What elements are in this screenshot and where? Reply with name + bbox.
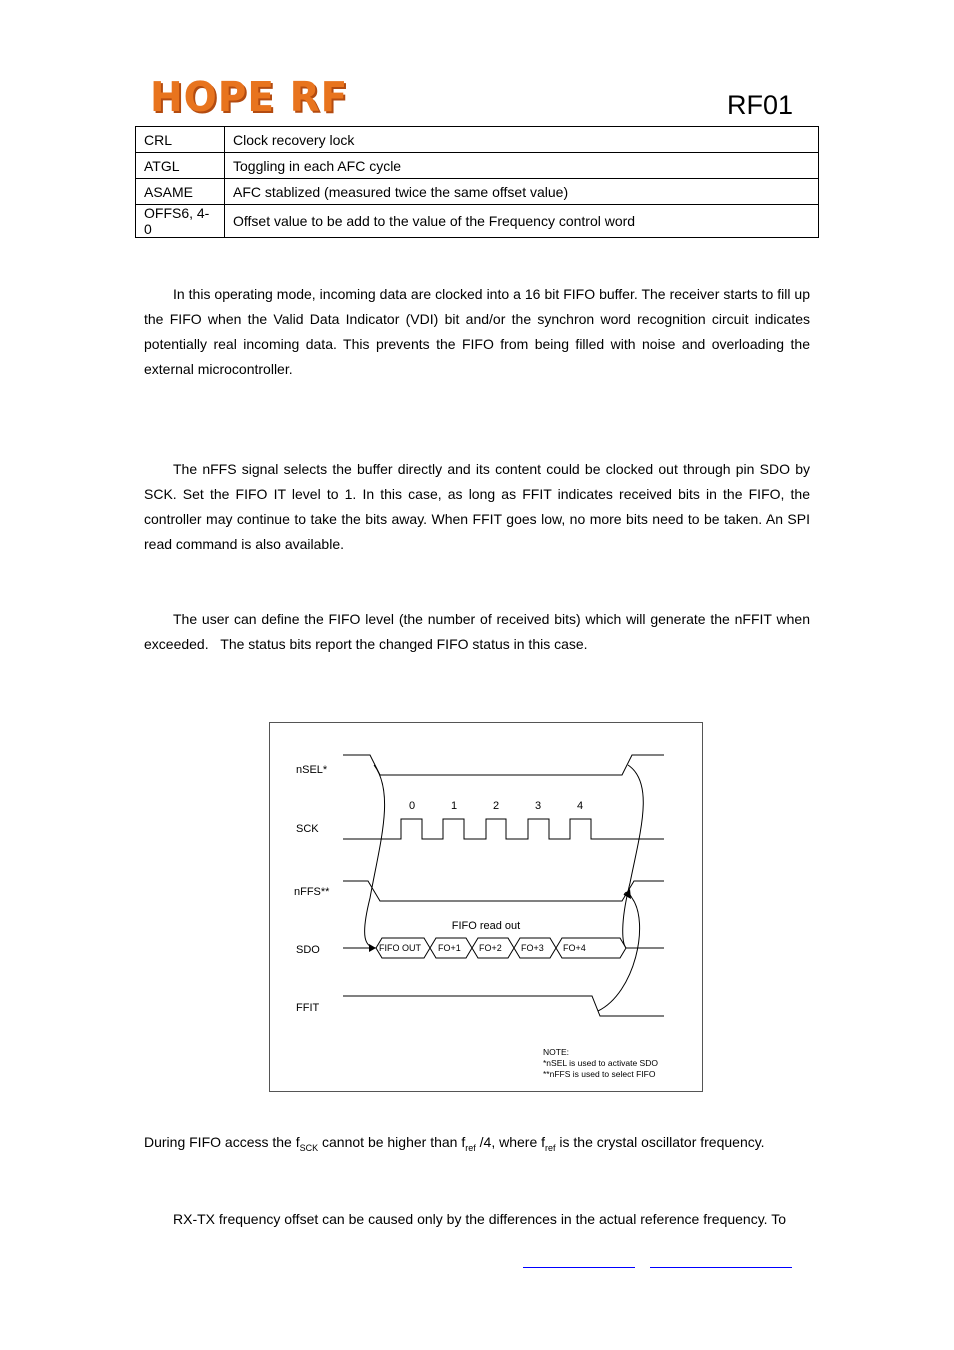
arrow-head-sdo [369, 944, 376, 952]
bit-name: ASAME [136, 179, 225, 205]
signal-label-ffit: FFIT [296, 1002, 320, 1014]
clock-number: 0 [408, 800, 416, 812]
ffit-to-nffs-arrow [598, 892, 640, 1011]
fifo-timing-diagram [269, 722, 703, 1092]
signal-label-nsel: nSEL* [296, 764, 328, 776]
note-line: *nSEL is used to activate SDO [543, 1058, 658, 1068]
bit-description: Clock recovery lock [225, 127, 819, 153]
sdo-cell-label: FIFO OUT [379, 943, 421, 953]
status-bits-table [135, 126, 819, 238]
table-row [136, 153, 819, 179]
text-run: cannot be higher than f [318, 1134, 466, 1150]
sdo-cell-label: FO+1 [438, 943, 461, 953]
table-row [136, 179, 819, 205]
signal-label-sck: SCK [296, 823, 319, 835]
arrow-head-nffs [624, 889, 631, 899]
table-row [136, 205, 819, 238]
clock-number: 4 [576, 800, 584, 812]
ffit-waveform [343, 996, 664, 1016]
text-run: During FIFO access the f [144, 1134, 300, 1150]
clock-number: 2 [492, 800, 500, 812]
nffs-waveform [343, 881, 664, 901]
hope-rf-logo: HOPE RF [150, 74, 349, 122]
paragraph-fifo-mode: In this operating mode, incoming data are clocked into a 16 bit FIFO buffer. The receiver starts to fill up the FIFO when the Valid Data Indicator (VDI) bit and/or the synchron word recognition circuit indicates potentially real incoming data. This prevents the FIFO from being filled with noise and overloading the external microcontroller. [144, 286, 810, 377]
bit-description: Toggling in each AFC cycle [225, 153, 819, 179]
subscript-sck: SCK [299, 1142, 319, 1153]
footer-link-underline[interactable] [650, 1267, 792, 1268]
text-run: is the crystal oscillator frequency. [555, 1134, 765, 1150]
sdo-cell-label: FO+4 [563, 943, 586, 953]
sdo-cell-label: FO+2 [479, 943, 502, 953]
paragraph-fifo-level: The user can define the FIFO level (the number of received bits) which will generate the nFFIT when exceeded. The status bits report the changed FIFO status in this case. [144, 611, 810, 652]
bit-description: Offset value to be add to the value of the Frequency control word [225, 205, 819, 238]
paragraph-fifo-access [144, 1130, 810, 1161]
bit-description: AFC stablized (measured twice the same offset value) [225, 179, 819, 205]
paragraph-nffs-signal: The nFFS signal selects the buffer directly and its content could be clocked out through pin SDO by SCK. Set the FIFO IT level to 1. In this case, as long as FFIT indicates received bits in the FIFO, the controller may continue to take the bits away. When FFIT goes low, no more bits need to be taken. An SPI read command is also available. [144, 461, 810, 552]
note-title: NOTE: [543, 1047, 569, 1057]
signal-label-nffs: nFFS** [294, 886, 330, 898]
footer-link-underline[interactable] [523, 1267, 635, 1268]
clock-number: 3 [534, 800, 542, 812]
bit-name: CRL [136, 127, 225, 153]
sck-waveform [343, 819, 664, 839]
bit-name: ATGL [136, 153, 225, 179]
clock-number: 1 [450, 800, 458, 812]
model-name: RF01 [727, 90, 794, 120]
nsel-to-sdo-arrow [365, 765, 385, 948]
paragraph-rx-tx-offset: RX-TX frequency offset can be caused only by the differences in the actual reference frequency. To [173, 1211, 786, 1227]
text-run: /4, where f [475, 1134, 546, 1150]
table-row [136, 127, 819, 153]
nsel-release-arrow [623, 765, 644, 948]
bit-name: OFFS6, 4-0 [136, 205, 225, 238]
nsel-waveform [343, 755, 664, 775]
signal-label-sdo: SDO [296, 944, 320, 956]
subscript-ref: ref [465, 1142, 476, 1153]
note-line: **nFFS is used to select FIFO [543, 1069, 656, 1079]
fifo-read-out-label: FIFO read out [451, 920, 521, 932]
subscript-ref: ref [545, 1142, 556, 1153]
sdo-cell-label: FO+3 [521, 943, 544, 953]
